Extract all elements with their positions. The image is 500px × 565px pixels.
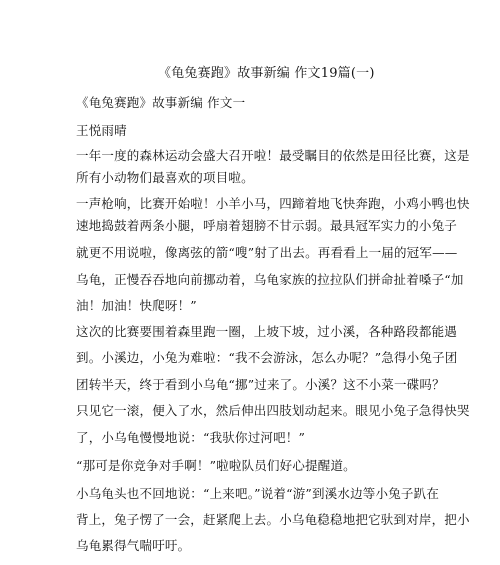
paragraph-line: 速地捣鼓着两条小腿，呼扇着翅膀不甘示弱。最具冠军实力的小兔子	[76, 218, 458, 233]
paragraph-line: 油！加油！快爬呀！”	[76, 298, 197, 313]
paragraph-line: 了，小乌龟慢慢地说：“我驮你过河吧！”	[76, 430, 306, 445]
paragraph-line: 一年一度的森林运动会盛大召开啦！最受瞩目的依然是田径比赛，这是	[76, 148, 470, 163]
paragraph-line: 只见它一滚，便入了水，然后伸出四肢划动起来。眼见小兔子急得快哭	[76, 403, 470, 418]
paragraph-line: 一声枪响，比赛开始啦！小羊小马，四蹄着地飞快奔跑，小鸡小鸭也快	[76, 196, 470, 211]
paragraph-line: 背上，兔子愣了一会，赶紧爬上去。小乌龟稳稳地把它驮到对岸，把小	[76, 512, 470, 527]
document-title: 《龟兔赛跑》故事新编 作文19篇(一)	[158, 66, 375, 81]
paragraph-line: 就更不用说啦，像离弦的箭“嗖”射了出去。再看看上一届的冠军——	[76, 245, 458, 260]
paragraph-line: 到。小溪边，小兔为难啦：“我不会游泳，怎么办呢？”急得小兔子团	[76, 350, 458, 365]
paragraph-line: 团转半天，终于看到小乌龟“挪”过来了。小溪？这不小菜一碟吗？	[76, 377, 445, 392]
paragraph-line: “那可是你竞争对手啊！”啦啦队员们好心提醒道。	[76, 458, 356, 473]
author-name: 王悦雨晴	[76, 123, 127, 138]
paragraph-line: 乌龟累得气喘吁吁。	[76, 538, 191, 553]
paragraph-line: 小乌龟头也不回地说：“上来吧。”说着“游”到溪水边等小兔子趴在	[76, 486, 440, 501]
paragraph-line: 乌龟，正慢吞吞地向前挪动着，乌龟家族的拉拉队们拼命扯着嗓子“加	[76, 272, 464, 287]
document-subtitle: 《龟兔赛跑》故事新编 作文一	[76, 95, 246, 110]
paragraph-line: 所有小动物们最喜欢的项目啦。	[76, 170, 254, 185]
paragraph-line: 这次的比赛要围着森里跑一圈，上坡下坡，过小溪，各种路段都能遇	[76, 324, 458, 339]
